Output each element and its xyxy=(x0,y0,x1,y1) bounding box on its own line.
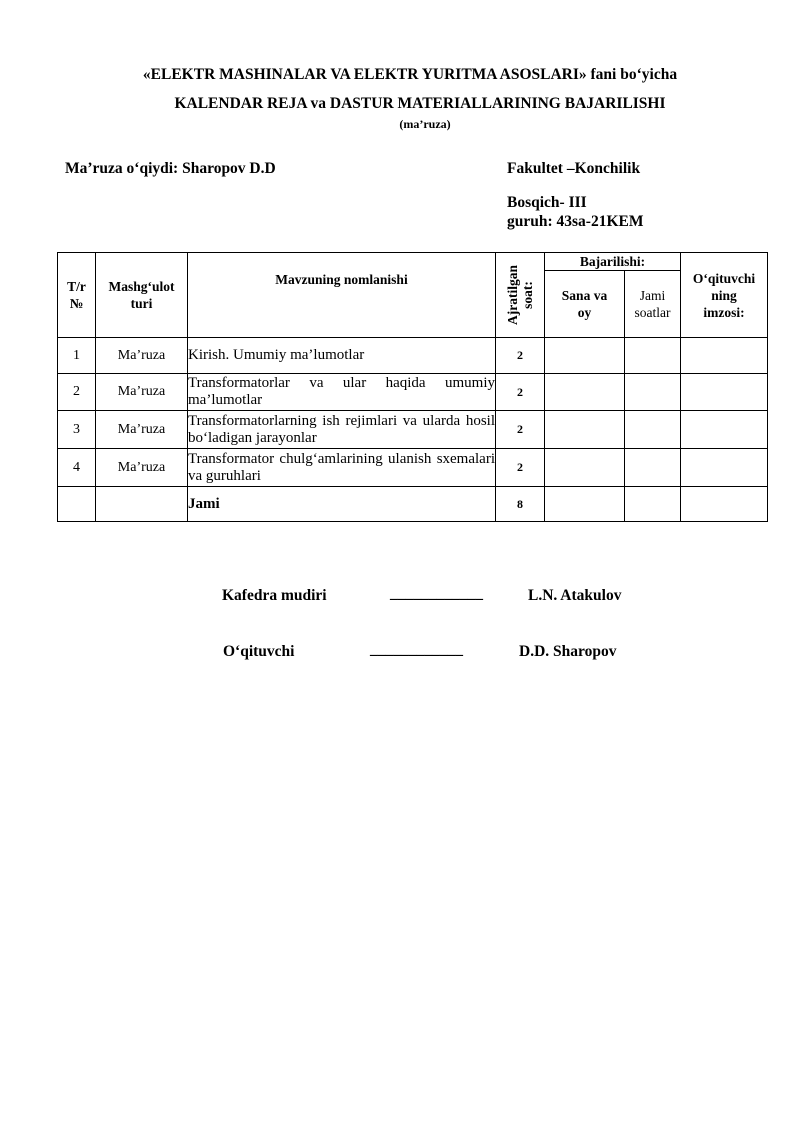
row-date-cell xyxy=(545,449,625,487)
row-number: 1 xyxy=(58,338,96,374)
row-number: 3 xyxy=(58,411,96,449)
row-hours: 2 xyxy=(496,449,545,487)
row-lesson-type: Ma’ruza xyxy=(96,411,188,449)
header-lesson-type: Mashg‘ulot turi xyxy=(96,253,188,338)
row-signature-cell xyxy=(681,338,768,374)
total-date-cell xyxy=(545,487,625,522)
header-number: T/r № xyxy=(58,253,96,338)
row-date-cell xyxy=(545,338,625,374)
lecturer-info: Ma’ruza o‘qiydi: Sharopov D.D xyxy=(65,160,276,177)
row-lesson-type: Ma’ruza xyxy=(96,449,188,487)
header-total-hours: Jami soatlar xyxy=(625,271,681,338)
row-total-hours-cell xyxy=(625,338,681,374)
row-number: 2 xyxy=(58,374,96,411)
table-row xyxy=(58,374,768,411)
row-signature-cell xyxy=(681,374,768,411)
row-signature-cell xyxy=(681,449,768,487)
document-type-note: (ma’ruza) xyxy=(399,117,451,131)
header-topic: Mavzuning nomlanishi xyxy=(188,253,496,338)
teacher-signature-line: ____________ xyxy=(370,641,463,658)
department-head-name: L.N. Atakulov xyxy=(528,587,622,604)
department-head-signature-line: ____________ xyxy=(390,585,483,602)
department-head-label: Kafedra mudiri xyxy=(222,587,327,604)
row-hours: 2 xyxy=(496,338,545,374)
total-type-cell xyxy=(96,487,188,522)
total-row xyxy=(58,487,768,522)
stage-info: Bosqich- III xyxy=(507,194,587,211)
row-topic: Kirish. Umumiy ma’lumotlar xyxy=(188,338,496,374)
row-hours: 2 xyxy=(496,411,545,449)
group-info: guruh: 43sa-21KEM xyxy=(507,213,644,230)
faculty-info: Fakultet –Konchilik xyxy=(507,160,641,177)
total-hours: 8 xyxy=(496,487,545,522)
row-hours: 2 xyxy=(496,374,545,411)
row-total-hours-cell xyxy=(625,411,681,449)
row-topic: Transformatorlarning ish rejimlari va ularda hosil bo‘ladigan jarayonlar xyxy=(188,411,496,449)
row-lesson-type: Ma’ruza xyxy=(96,374,188,411)
row-total-hours-cell xyxy=(625,374,681,411)
total-number-cell xyxy=(58,487,96,522)
header-execution: Bajarilishi: xyxy=(545,253,681,271)
calendar-plan-table xyxy=(57,252,768,522)
total-total-hours-cell xyxy=(625,487,681,522)
header-allocated-hours: Ajratilgan soat: xyxy=(496,253,545,338)
table-row xyxy=(58,449,768,487)
row-signature-cell xyxy=(681,411,768,449)
row-topic: Transformatorlar va ular haqida umumiy ma’lumotlar xyxy=(188,374,496,411)
document-title: «ELEKTR MASHINALAR VA ELEKTR YURITMA ASOSLARI» fani bo‘yicha xyxy=(142,66,678,83)
teacher-name: D.D. Sharopov xyxy=(519,643,617,660)
row-topic: Transformator chulg‘amlarining ulanish sxemalari va guruhlari xyxy=(188,449,496,487)
teacher-label: O‘qituvchi xyxy=(223,643,295,660)
row-date-cell xyxy=(545,374,625,411)
table-row xyxy=(58,338,768,374)
row-date-cell xyxy=(545,411,625,449)
document-subtitle: KALENDAR REJA va DASTUR MATERIALLARINING BAJARILISHI xyxy=(174,95,666,112)
table-row xyxy=(58,411,768,449)
total-signature-cell xyxy=(681,487,768,522)
total-label: Jami xyxy=(188,487,496,522)
row-total-hours-cell xyxy=(625,449,681,487)
row-lesson-type: Ma’ruza xyxy=(96,338,188,374)
header-teacher-signature: O‘qituvchi ning imzosi: xyxy=(681,253,768,338)
row-number: 4 xyxy=(58,449,96,487)
header-date: Sana va oy xyxy=(545,271,625,338)
